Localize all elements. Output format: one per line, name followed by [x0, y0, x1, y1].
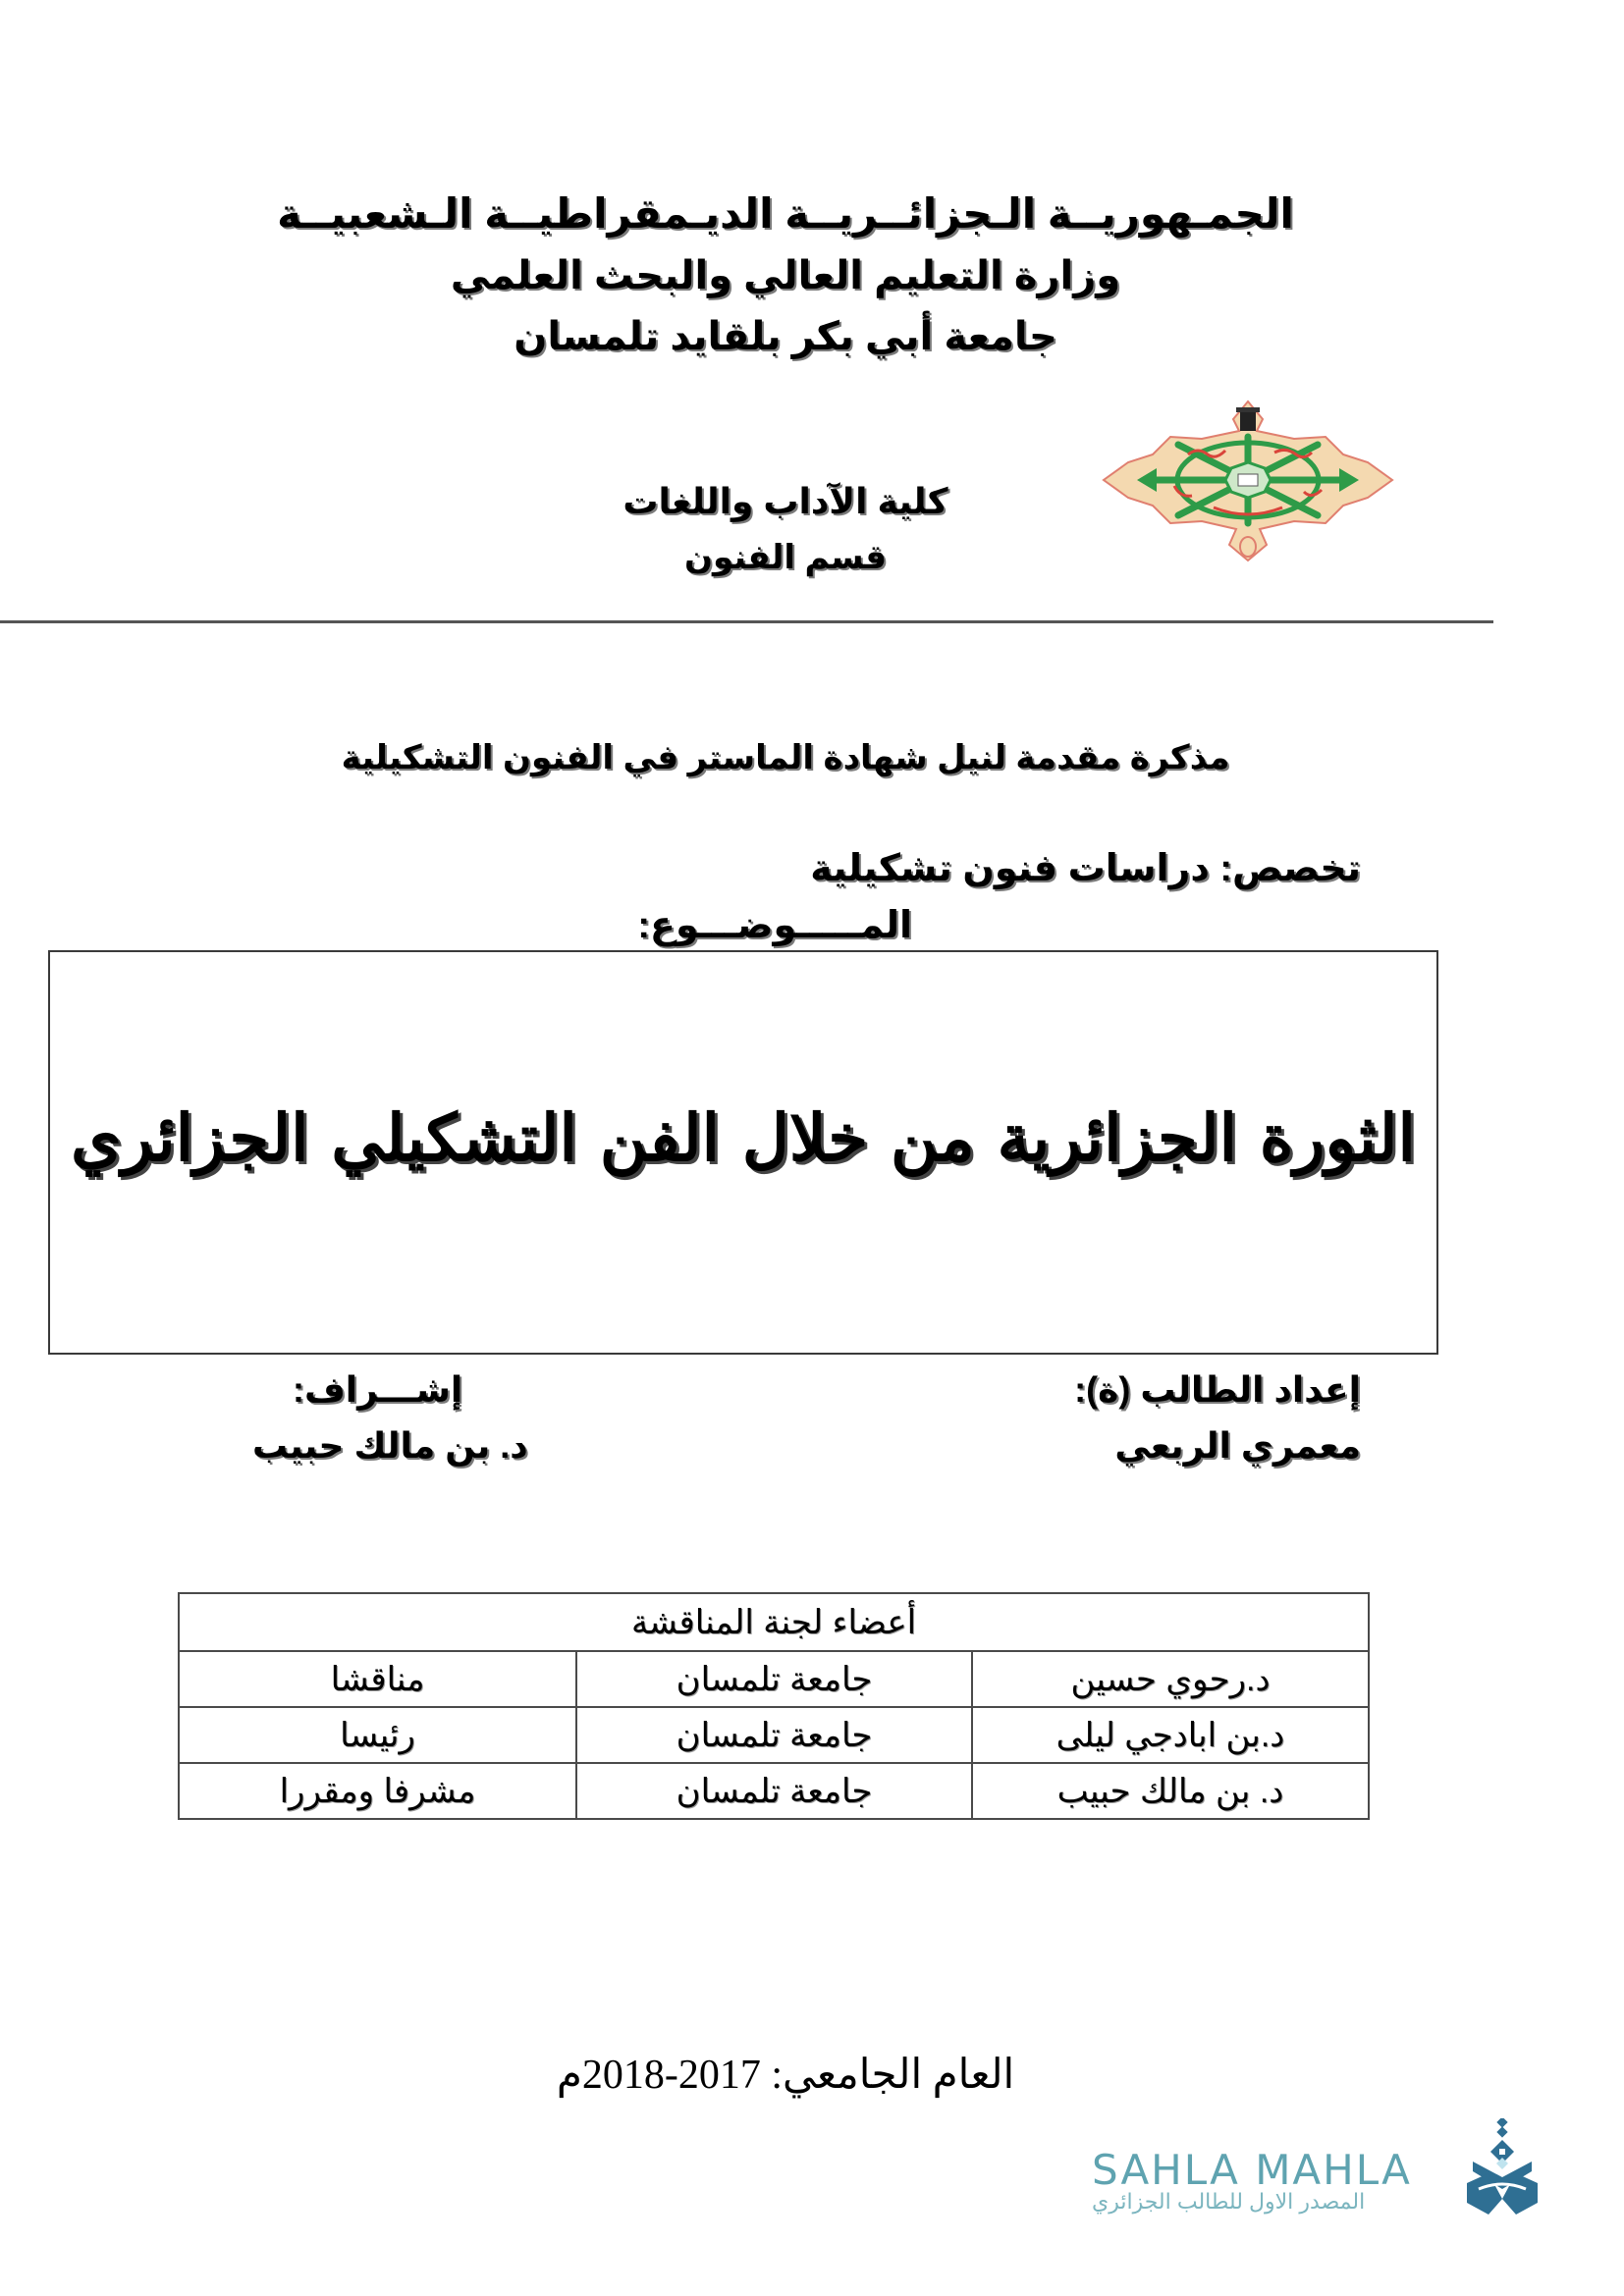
- table-row: [179, 1707, 1369, 1763]
- thesis-title: الثورة الجزائرية من خلال الفن التشكيلي الجزائري: [71, 1099, 1416, 1176]
- supervisor-name: د. بن مالك حبيب: [252, 1425, 528, 1466]
- sahla-mahla-logo-icon: [1459, 2118, 1545, 2216]
- member-role: مناقشا: [179, 1651, 576, 1707]
- department-name: قسم الفنون: [683, 539, 888, 576]
- committee-header-row: [179, 1593, 1369, 1651]
- faculty-name: كلية الآداب واللغات: [623, 481, 948, 521]
- member-role: رئيسا: [179, 1707, 576, 1763]
- supervisor-label: إشـــراف:: [293, 1369, 463, 1410]
- table-row: [179, 1763, 1369, 1819]
- student-label: إعداد الطالب (ة):: [1074, 1369, 1361, 1410]
- member-name: د.رحوي حسين: [972, 1651, 1369, 1707]
- member-institution: جامعة تلمسان: [576, 1651, 972, 1707]
- subject-label: المـــــوضـــوع:: [637, 905, 912, 946]
- specialization: تخصص: دراسات فنون تشكيلية: [810, 848, 1361, 889]
- member-name: د.بن ابادجي ليلى: [972, 1707, 1369, 1763]
- memoir-purpose: مذكرة مقدمة لنيل شهادة الماستر في الفنون التشكيلية: [341, 739, 1230, 776]
- ministry-name: وزارة التعليم العالي والبحث العلمي: [450, 254, 1121, 297]
- student-name: معمري الربعي: [1114, 1425, 1361, 1466]
- university-emblem-icon: [1098, 398, 1398, 562]
- country-name: الجمـهوريــة الـجزائــريــة الديـمقراطيــة الـشعبيــة: [277, 190, 1294, 237]
- member-institution: جامعة تلمسان: [576, 1707, 972, 1763]
- section-divider: [0, 620, 1493, 623]
- member-name: د. بن مالك حبيب: [972, 1763, 1369, 1819]
- member-institution: جامعة تلمسان: [576, 1763, 972, 1819]
- member-role: مشرفا ومقررا: [179, 1763, 576, 1819]
- table-row: [179, 1651, 1369, 1707]
- watermark-subtitle: المصدر الاول للطالب الجزائري: [1092, 2189, 1366, 2214]
- committee-table: [178, 1592, 1370, 1820]
- university-name: جامعة أبي بكر بلقايد تلمسان: [514, 315, 1057, 358]
- academic-year: العام الجامعي: 2017-2018م: [556, 2053, 1015, 2098]
- watermark-title: SAHLA MAHLA: [1092, 2146, 1412, 2194]
- committee-header: أعضاء لجنة المناقشة: [179, 1593, 1369, 1651]
- thesis-title-box: [48, 950, 1438, 1355]
